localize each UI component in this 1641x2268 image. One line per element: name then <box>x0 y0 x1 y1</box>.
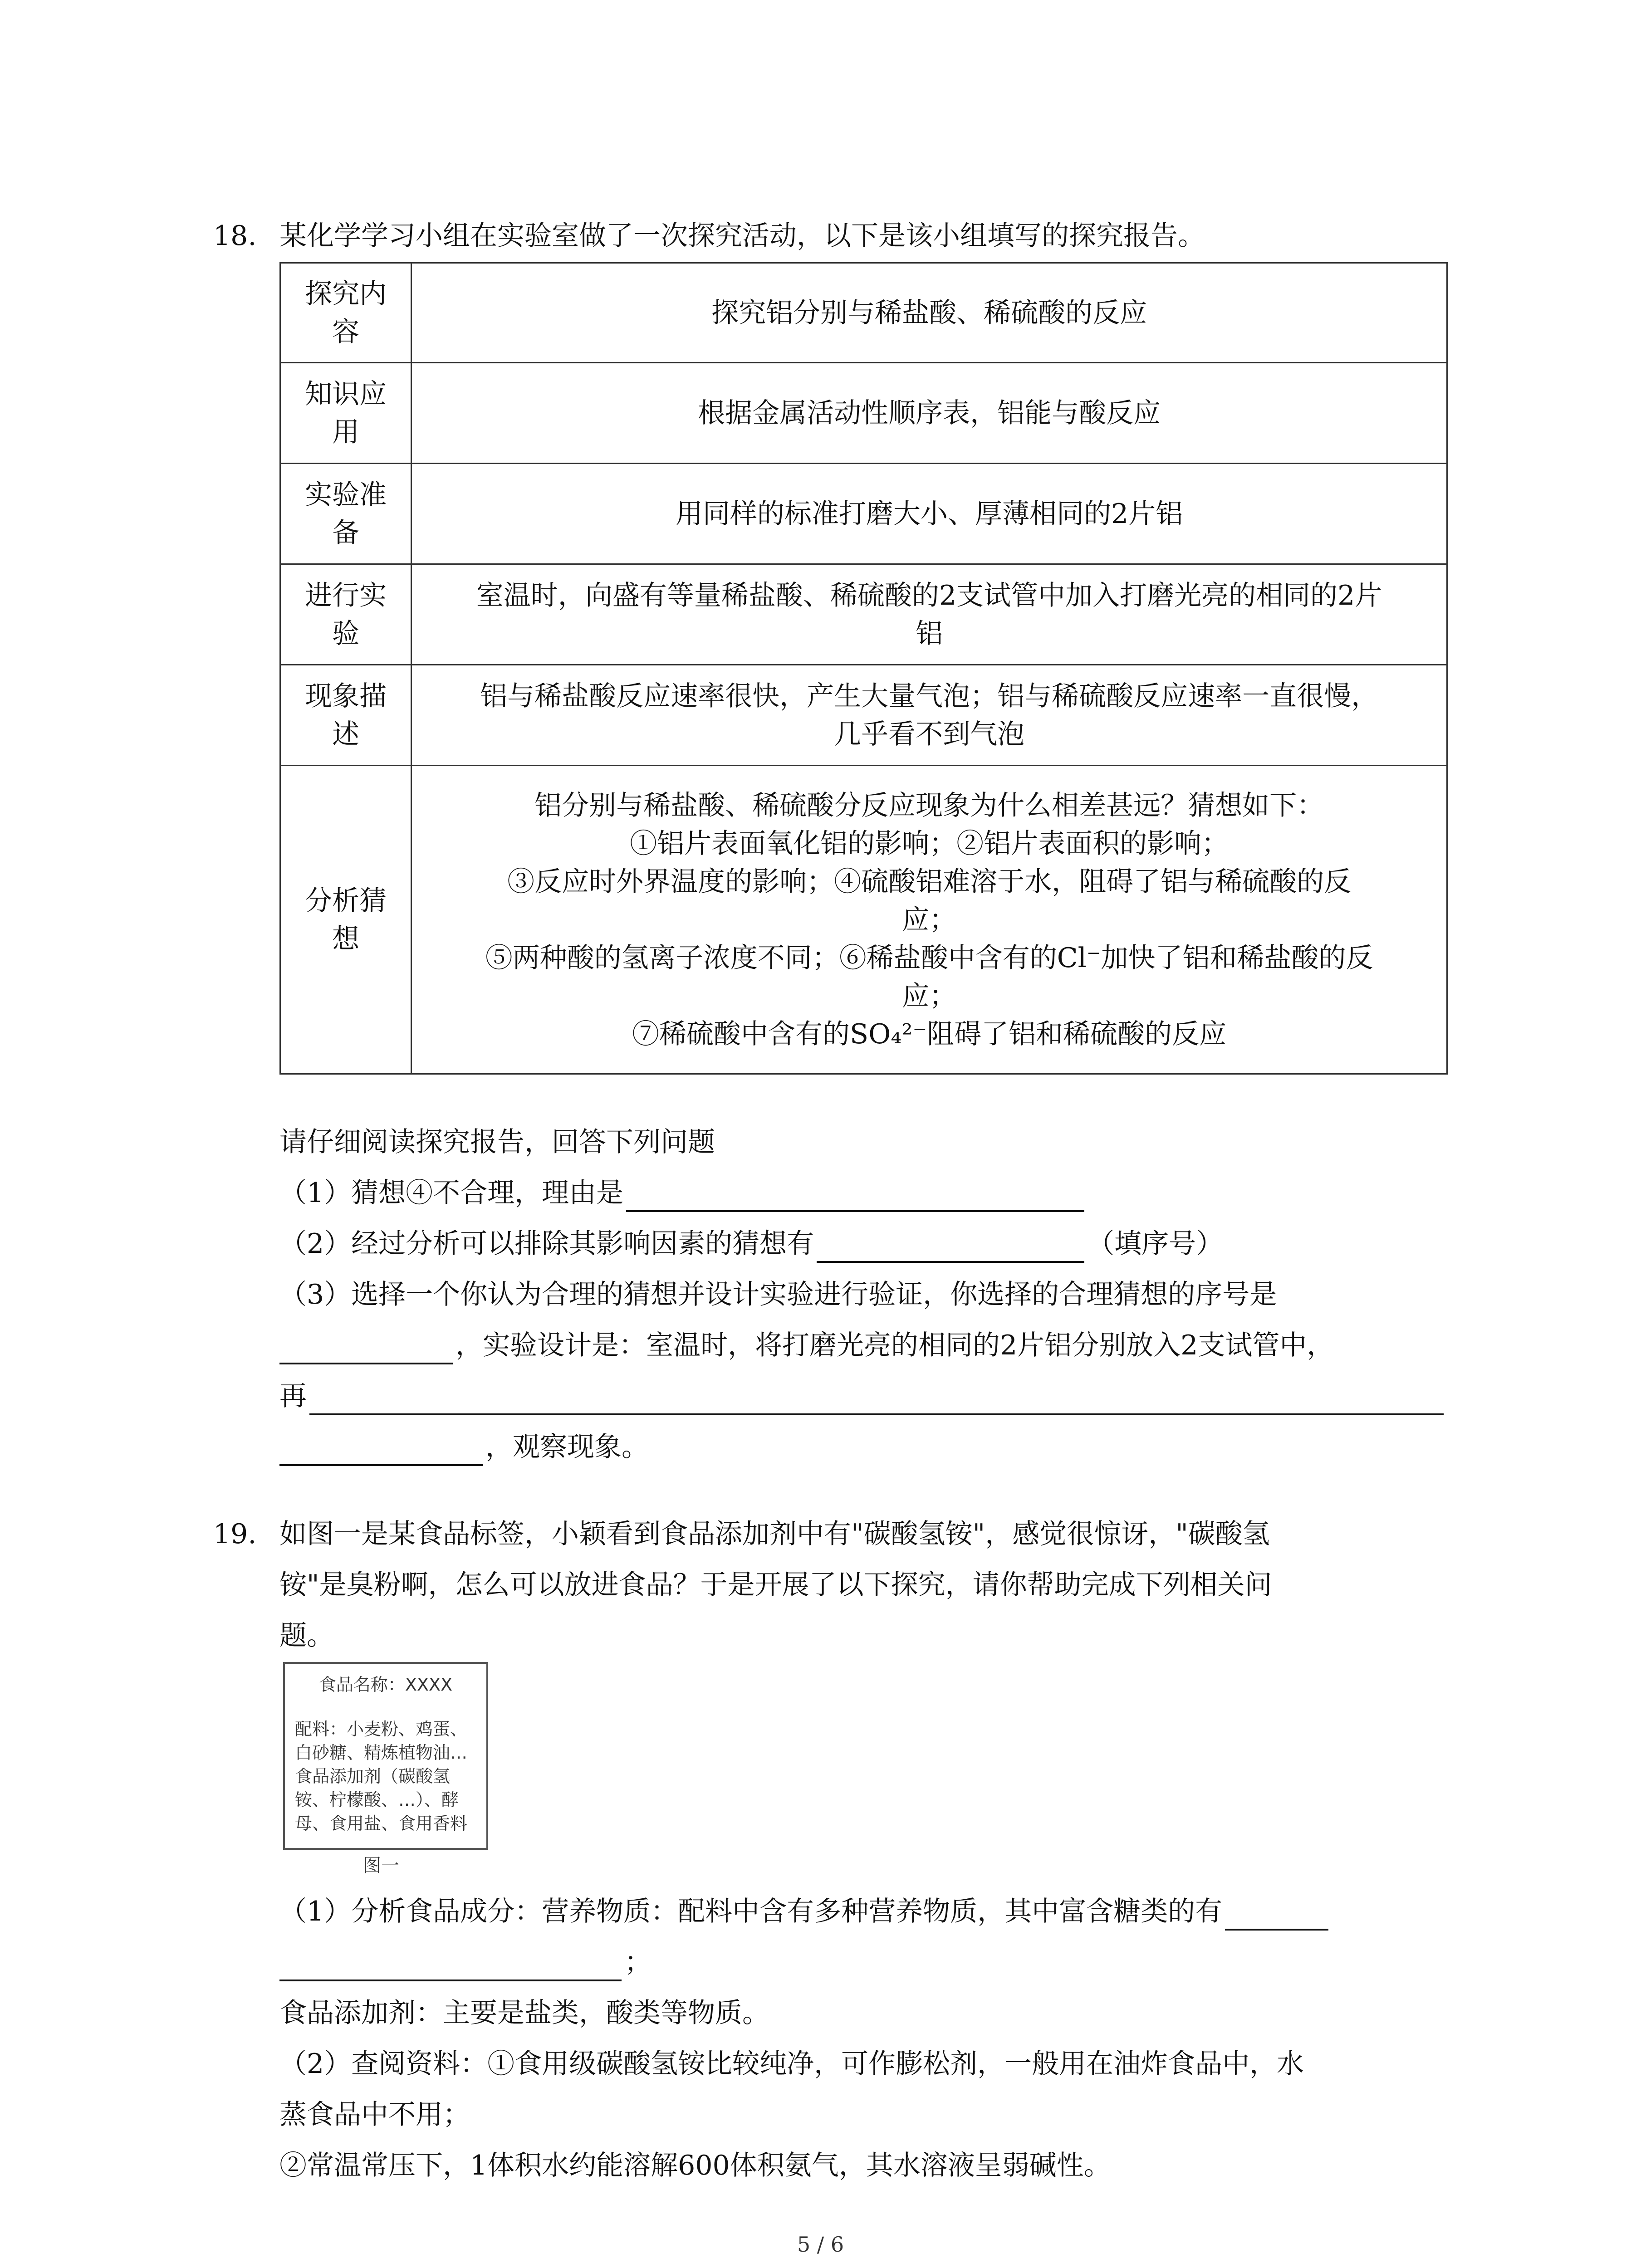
report-row-content <box>411 665 1447 766</box>
q18-read-prompt: 请仔细阅读探究报告，回答下列问题 <box>279 1126 715 1158</box>
q18-part3-line1: （3）选择一个你认为合理的猜想并设计实验进行验证，你选择的合理猜想的序号是 <box>279 1279 1277 1310</box>
q19-part2-line2: 蒸食品中不用； <box>279 2099 470 2131</box>
report-content-line: 应； <box>902 980 957 1012</box>
q19-part2-line3: ②常温常压下，1体积水约能溶解600体积氨气，其水溶液呈弱碱性。 <box>279 2150 1111 2181</box>
report-content-line: 应； <box>902 904 957 936</box>
report-label-line: 备 <box>332 517 360 549</box>
q19-part1-end: ； <box>624 1946 652 1978</box>
report-label-line: 现象描 <box>305 680 387 712</box>
report-row <box>280 665 1447 766</box>
q19-intro-line2: 铵"是臭粉啊，怎么可以放进食品？于是开展了以下探究，请你帮助完成下列相关问 <box>279 1569 1272 1601</box>
figure-caption: 图一 <box>363 1855 399 1876</box>
report-content-line: ③反应时外界温度的影响；④硫酸铝难溶于水，阻碍了铝与稀硫酸的反 <box>507 865 1352 898</box>
report-row <box>280 464 1447 564</box>
answer-blank-3[interactable] <box>279 1334 453 1364</box>
report-row-label <box>280 363 411 464</box>
report-content-line: 铝 <box>916 617 943 650</box>
report-content-line: ⑦稀硫酸中含有的SO₄²⁻阻碍了铝和稀硫酸的反应 <box>632 1018 1227 1050</box>
report-content-line: 室温时，向盛有等量稀盐酸、稀硫酸的2支试管中加入打磨光亮的相同的2片 <box>476 579 1382 611</box>
report-row-label <box>280 766 411 1074</box>
report-row-content <box>411 263 1447 363</box>
report-row-content <box>411 564 1447 665</box>
report-label-line: 分析猜 <box>305 885 387 917</box>
report-label-line: 容 <box>332 316 360 348</box>
q18-part2-text: （2）经过分析可以排除其影响因素的猜想有 <box>279 1228 814 1260</box>
report-content-line: ①铝片表面氧化铝的影响；②铝片表面积的影响； <box>630 827 1229 860</box>
report-label-line: 述 <box>332 718 360 750</box>
q18-part3-line4 <box>279 1428 649 1466</box>
report-content-line: 探究铝分别与稀盐酸、稀硫酸的反应 <box>711 297 1147 329</box>
answer-blank-5[interactable] <box>279 1436 483 1466</box>
report-label-line: 验 <box>332 617 360 650</box>
q18-part1 <box>279 1174 1087 1212</box>
report-label-line: 知识应 <box>305 378 387 410</box>
q18-part3-observe: ，观察现象。 <box>485 1431 649 1463</box>
report-row <box>280 766 1447 1074</box>
q19-part1-additives: 食品添加剂：主要是盐类，酸类等物质。 <box>279 1997 769 2029</box>
answer-blank-7[interactable] <box>279 1951 622 1981</box>
report-label-line: 想 <box>332 923 360 955</box>
report-row-label <box>280 564 411 665</box>
report-content-line: ⑤两种酸的氢离子浓度不同；⑥稀盐酸中含有的Cl⁻加快了铝和稀盐酸的反 <box>485 942 1373 974</box>
food-label-title: 食品名称：XXXX <box>318 1675 453 1695</box>
answer-blank-4[interactable] <box>309 1385 1444 1415</box>
report-row-content <box>411 766 1447 1074</box>
q18-part2-hint: （填序号） <box>1087 1228 1224 1260</box>
report-label-line: 进行实 <box>305 579 387 611</box>
report-content-line: 铝分别与稀盐酸、稀硫酸分反应现象为什么相差甚远？猜想如下： <box>534 789 1324 821</box>
report-row <box>280 564 1447 665</box>
report-content-line: 用同样的标准打磨大小、厚薄相同的2片铝 <box>676 498 1183 530</box>
report-content-line: 根据金属活动性顺序表，铝能与酸反应 <box>698 397 1161 429</box>
q19-intro-line3: 题。 <box>279 1620 334 1652</box>
report-row-label <box>280 665 411 766</box>
report-label-line: 用 <box>332 416 360 448</box>
food-label-figure <box>283 1662 488 1850</box>
q19-part1-line2 <box>279 1943 652 1981</box>
q18-intro: 某化学学习小组在实验室做了一次探究活动，以下是该小组填写的探究报告。 <box>279 220 1205 252</box>
report-row <box>280 263 1447 363</box>
report-row-content <box>411 464 1447 564</box>
answer-blank-2[interactable] <box>817 1233 1084 1263</box>
report-row-label <box>280 263 411 363</box>
q19-part1-text: （1）分析食品成分：营养物质：配料中含有多种营养物质，其中富含糖类的有 <box>279 1896 1223 1927</box>
report-table <box>279 262 1448 1075</box>
q19-part2-line1: （2）查阅资料：①食用级碳酸氢铵比较纯净，可作膨松剂，一般用在油炸食品中，水 <box>279 2048 1304 2080</box>
q19-intro-line1: 如图一是某食品标签，小颖看到食品添加剂中有"碳酸氢铵"，感觉很惊讶，"碳酸氢 <box>279 1518 1270 1550</box>
q18-part3-line3 <box>279 1377 1446 1415</box>
answer-blank-6[interactable] <box>1225 1901 1328 1931</box>
q18-part3-again: 再 <box>279 1380 307 1412</box>
q18-number: 18. <box>213 220 257 252</box>
food-label-ingredients: 配料：小麦粉、鸡蛋、 白砂糖、精炼植物油… 食品添加剂（碳酸氢 铵、柠檬酸、…）、酵 母、食用盐、食用香料 <box>295 1719 468 1833</box>
answer-blank-1[interactable] <box>626 1182 1084 1212</box>
q19-part1 <box>279 1892 1331 1931</box>
report-label-line: 探究内 <box>305 278 387 310</box>
q18-part1-text: （1）猜想④不合理，理由是 <box>279 1177 624 1209</box>
report-content-line: 几乎看不到气泡 <box>834 718 1025 750</box>
q19-number: 19. <box>213 1518 257 1550</box>
q18-part2 <box>279 1225 1223 1263</box>
report-label-line: 实验准 <box>305 479 387 511</box>
report-row-label <box>280 464 411 564</box>
q18-part3-design: ，实验设计是：室温时，将打磨光亮的相同的2片铝分别放入2支试管中， <box>456 1330 1334 1361</box>
page-number: 5 / 6 <box>797 2232 844 2257</box>
q18-part3-line2 <box>279 1326 1334 1364</box>
report-content-line: 铝与稀盐酸反应速率很快，产生大量气泡；铝与稀硫酸反应速率一直很慢， <box>480 680 1379 712</box>
report-row-content <box>411 363 1447 464</box>
report-row <box>280 363 1447 464</box>
